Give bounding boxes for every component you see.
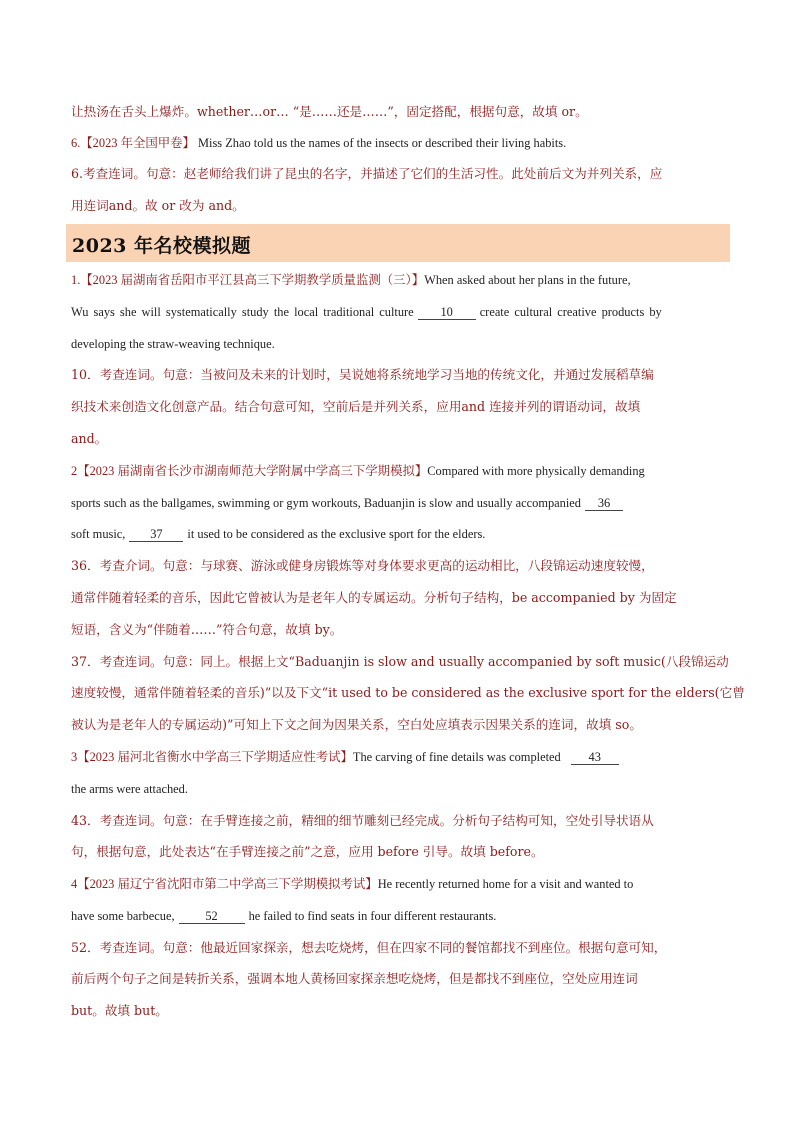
question-source: 【2023 届湖南省岳阳市平江县高三下学期教学质量监测（三）】 (80, 273, 425, 287)
question-1-line-2 (71, 303, 731, 321)
question-text: Miss Zhao told us the names of the insects or described their living habits. (194, 136, 567, 150)
question-1-line-1 (71, 271, 731, 289)
question-number: 3 (71, 750, 78, 764)
answer-52-line-1: 52．考查连词。句意：他最近回家探亲，想去吃烧烤，但在四家不同的餐馆都找不到座位。根据句意可知， (71, 940, 667, 955)
question-number: 2 (71, 464, 78, 478)
answer-blank[interactable]: 43 (571, 751, 619, 765)
question-text: Wu says she will systematically study the local traditional culture (71, 305, 414, 319)
question-4-line-2 (71, 907, 731, 925)
answer-43-line-1: 43．考查连词。句意：在手臂连接之前，精细的细节雕刻已经完成。分析句子结构可知，空处引导状语从 (71, 813, 654, 828)
question-6 (71, 134, 731, 152)
answer-36-line-1: 36．考查介词。句意：与球赛、游泳或健身房锻炼等对身体要求更高的运动相比，八段锦运动速度较慢， (71, 558, 654, 573)
answer-blank[interactable]: 36 (585, 497, 623, 511)
question-number: 4 (71, 877, 78, 891)
question-number: 1. (71, 273, 81, 287)
question-text: He recently returned home for a visit and wanted to (377, 877, 634, 891)
answer-10-line-2: 织技术来创造文化创意产品。结合句意可知，空前后是并列关系，应用and 连接并列的谓语动词，故填 (71, 399, 641, 414)
question-text: he failed to find seats in four different restaurants. (248, 909, 497, 923)
answer-37-line-1: 37．考查连词。句意：同上。根据上文“Baduanjin is slow and usually accompanied by soft music(八段锦运动 (71, 654, 729, 669)
question-text: create cultural creative products by (479, 305, 662, 319)
answer-blank[interactable]: 10 (418, 306, 476, 320)
answer-10-line-1: 10．考查连词。句意：当被问及未来的计划时，吴说她将系统地学习当地的传统文化，并通过发展稻草编 (71, 367, 654, 382)
question-number: 6. (71, 136, 81, 150)
answer-52-line-3: but。故填 but。 (71, 1003, 168, 1018)
question-text: When asked about her plans in the future, (424, 273, 631, 287)
answer-37-line-2: 速度较慢，通常伴随着轻柔的音乐)”以及下文“it used to be considered as the exclusive sport for the elders(它曾 (71, 685, 745, 700)
section-title: 2023 年名校模拟题 (72, 235, 251, 257)
question-1-line-3: developing the straw-weaving technique. (71, 337, 275, 351)
question-3-line-2: the arms were attached. (71, 782, 188, 796)
question-3-line-1 (71, 748, 731, 766)
answer-36-line-2: 通常伴随着轻柔的音乐，因此它曾被认为是老年人的专属运动。分析句子结构，be accompanied by 为固定 (71, 590, 677, 605)
question-text: have some barbecue, (71, 909, 175, 923)
question-text: Compared with more physically demanding (427, 464, 645, 478)
answer-blank[interactable]: 52 (179, 910, 245, 924)
question-2-line-3 (71, 525, 731, 543)
answer-36-line-3: 短语，含义为“伴随着……”符合句意，故填 by。 (71, 622, 343, 637)
question-source: 【2023 届湖南省长沙市湖南师范大学附属中学高三下学期模拟】 (77, 464, 428, 478)
question-source: 【2023 年全国甲卷】 (80, 136, 195, 150)
question-text: soft music, (71, 527, 126, 541)
answer-6-line-2: 用连词and。故 or 改为 and。 (71, 198, 245, 213)
answer-blank[interactable]: 37 (129, 528, 183, 542)
answer-37-line-3: 被认为是老年人的专属运动)”可知上下文之间为因果关系，空白处应填表示因果关系的连词，故填 so。 (71, 717, 642, 732)
question-source: 【2023 届辽宁省沈阳市第二中学高三下学期模拟考试】 (77, 877, 378, 891)
section-banner (66, 224, 730, 262)
answer-10-line-3: and。 (71, 431, 108, 446)
question-text: sports such as the ballgames, swimming or gym workouts, Baduanjin is slow and usually accompanied (71, 496, 582, 510)
question-text: it used to be considered as the exclusive sport for the elders. (187, 527, 486, 541)
answer-52-line-2: 前后两个句子之间是转折关系，强调本地人黄杨回家探亲想吃烧烤，但是都找不到座位，空处应用连词 (71, 971, 638, 986)
question-2-line-2 (71, 494, 731, 512)
answer-6-line-1: 6.考查连词。句意：赵老师给我们讲了昆虫的名字，并描述了它们的生活习性。此处前后文为并列关系，应 (71, 166, 663, 181)
answer-43-line-2: 句，根据句意，此处表达“在手臂连接之前”之意，应用 before 引导。故填 before。 (71, 844, 544, 859)
question-4-line-1 (71, 875, 731, 893)
question-source: 【2023 届河北省衡水中学高三下学期适应性考试】 (77, 750, 353, 764)
question-text: The carving of fine details was completed (352, 750, 561, 764)
question-2-line-1 (71, 462, 731, 480)
answer-line: 让热汤在舌头上爆炸。whether…or… “是……还是……”，固定搭配，根据句意，故填 or。 (71, 104, 588, 119)
